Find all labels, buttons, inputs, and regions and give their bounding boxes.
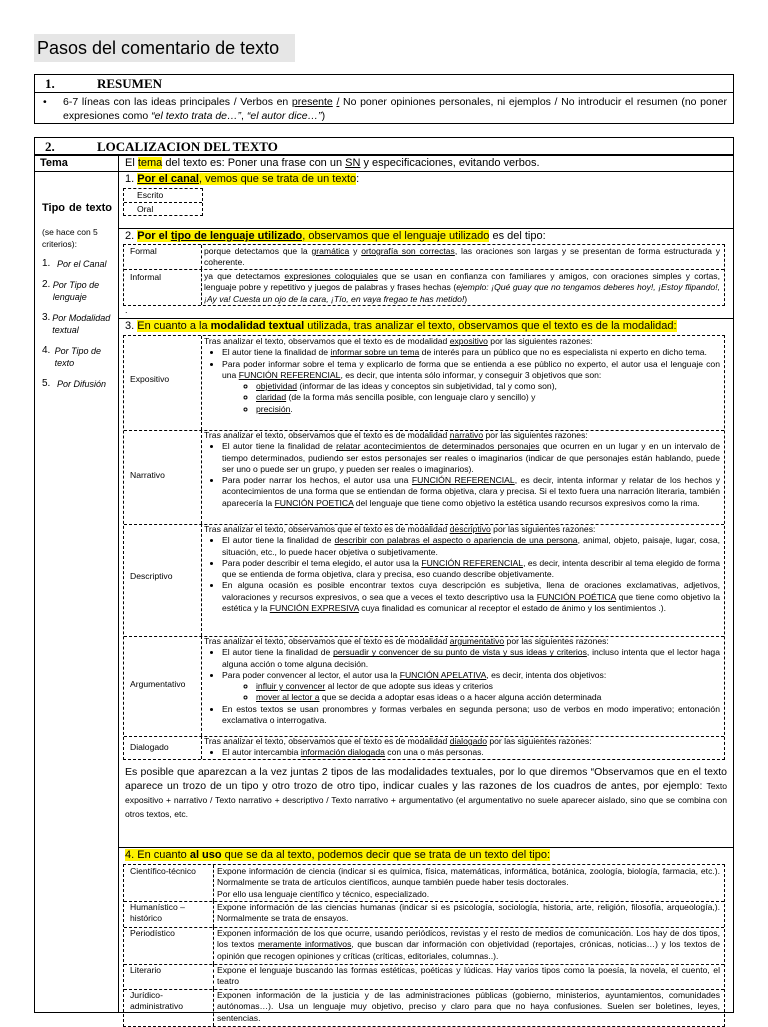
section-number: 1.: [45, 76, 55, 91]
b2-u: FUNCIÓN REFERENCIAL: [411, 475, 515, 486]
informal-text-b: que se usan en confianza con familiares y amigos, con oraciones simples y cortas, lenguaje pobre y repetitivo y juegos de palabras y frases hechas (: [204, 271, 720, 293]
intro-u: argumentativo: [449, 636, 505, 646]
formal-row: [124, 245, 724, 270]
uso-row-periodistico: [124, 927, 724, 965]
list-item: [222, 747, 720, 758]
modalidad-label: Expositivo: [124, 336, 202, 430]
b2-u: FUNCIÓN APELATIVA: [399, 669, 487, 680]
b2-a: Para poder describir el tema elegido, el autor usa la: [222, 557, 422, 568]
criterio-item: [42, 258, 112, 270]
lenguaje-dot: .: [125, 305, 128, 315]
modalidad-text: [204, 336, 720, 415]
localizacion-section: [34, 137, 734, 1023]
uso-text-b: , que buscan dar información con objetividad (reportajes, crónicas, noticias…) y los textos de opinión que recogen opiniones y críticas (críticas, editoriales, columnas..).: [217, 939, 720, 961]
s1-u: influir y convencer: [256, 681, 326, 692]
b1-u: informar sobre un tema: [330, 347, 420, 358]
list-item: [256, 381, 720, 392]
informal-example: ejemplo: ¡Qué guay que no tengamos deberes hoy!, ¡Estoy flipando!, ¡Ay va! Cuesta un ojo de la cara, ¡Tío, en vaya fregao te has metido!: [204, 282, 720, 304]
uso-num: 4.: [125, 849, 138, 861]
s2-u: claridad: [256, 392, 287, 403]
tema-sn: SN: [345, 157, 361, 169]
uso-text-b: Por ello usa lenguaje científico y técnico, especializado.: [217, 888, 430, 899]
modalidad-text: [204, 636, 720, 726]
intro-a: Tras analizar el texto, observamos que el texto es de modalidad: [204, 524, 450, 534]
b1-u: describir con palabras el aspecto o apariencia de una persona: [334, 535, 578, 546]
criterio-label: Por Difusión: [57, 379, 107, 389]
modalidad-block: [119, 318, 733, 848]
tema-text-a: El: [125, 157, 138, 169]
canal-highlight: Por el canal: [137, 173, 199, 185]
b1-a: El autor tiene la finalidad de: [222, 441, 337, 452]
list-item: [222, 558, 720, 581]
modalidad-row-descriptivo: [124, 524, 724, 637]
section-number: 2.: [45, 139, 55, 154]
list-item: [222, 359, 720, 415]
formal-label: Formal: [124, 245, 202, 269]
uso-label: Científico-técnico: [124, 865, 214, 901]
b2-u: FUNCIÓN REFERENCIAL: [421, 557, 524, 568]
lenguaje-rest: es del tipo:: [489, 230, 546, 242]
lenguaje-hl-b: tipo de lenguaje utilizado: [170, 230, 303, 242]
canal-block: [119, 172, 733, 228]
resumen-text: 6-7 líneas con las ideas principales / Verbos en: [63, 96, 292, 108]
lenguaje-hl-a: Por el: [137, 230, 171, 242]
b1-b: de interés para un público que no es especialista ni experto en dicho tema.: [419, 347, 707, 358]
b1-a: El autor tiene la finalidad de: [222, 535, 335, 546]
s2-b: (de la forma más sencilla posible, con lenguaje claro y sencillo) y: [286, 392, 536, 403]
canal-title-rest: , vemos que se trata de un texto: [199, 173, 357, 185]
uso-block: [119, 847, 733, 1023]
modalidad-title: [125, 320, 677, 332]
b1-a: El autor intercambia: [222, 747, 301, 758]
s3-u: precisión: [256, 403, 291, 414]
b3-u: FUNCIÓN POÉTICA: [536, 591, 616, 602]
b2-b: , es decir, intenta describir al tema elegido de forma que se entienda de forma objetiva, clara y precisa, eso cuando describe objetivamente.: [222, 557, 720, 580]
uso-label: Jurídico-administrativo: [124, 989, 214, 1026]
modalidad-intro: [204, 524, 720, 535]
b1-u: persuadir y convencer de su punto de vista y sus ideas y criterios: [333, 647, 587, 658]
modalidad-row-expositivo: [124, 336, 724, 431]
criterio-label: Por Tipo de lenguaje: [52, 280, 100, 302]
uso-text-a: Expone información de ciencia (indicar si es química, física, matemáticas, informática, botánica, zoología, biología, farmacia, etc.). Normalmente se trata de artículos científicos, aunque también puede haber tesis doctorales.: [217, 866, 720, 888]
s1-b: al lector de que adopte sus ideas y criterios: [325, 681, 493, 692]
objetivos-list: [222, 681, 720, 704]
resumen-slash: /: [336, 96, 340, 108]
b1-u: relatar acontecimientos de determinados personajes: [336, 441, 540, 452]
resumen-section: [34, 74, 734, 124]
criterio-number: 3.: [42, 312, 51, 323]
b1-b: , animal, objeto, paisaje, lugar, cosa, situación, etc., lo puede hacer objetiva o subjetivamente.: [222, 535, 720, 557]
intro-u: dialogado: [449, 736, 487, 746]
b3-a: En estos textos se usan pronombres y formas verbales en segunda persona; uso de verbos en modo imperativo; entonación exclamativa o interrogativa.: [222, 703, 720, 726]
uso-text: [217, 928, 720, 962]
modalidad-row-argumentativo: [124, 636, 724, 737]
uso-hl-b: al uso: [189, 849, 222, 861]
s1-b: (informar de las ideas y conceptos sin subjetividad, tal y como son),: [297, 381, 557, 392]
b1-b: con una o más personas.: [384, 747, 484, 758]
uso-row-cientifico: [124, 865, 724, 902]
tema-row: [35, 155, 733, 172]
modalidad-hl-b: modalidad textual: [210, 320, 305, 332]
resumen-end: ): [321, 110, 326, 122]
b1-b: , incluso intenta que el lector haga alguna acción o tome alguna decisión.: [222, 647, 720, 669]
b1-b: que ocurren en un lugar y en un intervalo de tiempo determinados, pudiendo ser estos personajes ser reales o imaginarios (indicar de que personajes están hablando, puede ser uno o puede ser un grupo, y pueden ser reales o imaginarios).: [222, 441, 720, 474]
note-a: Es posible que aparezcan a la vez juntas 2 tipos de las modalidades textuales, por lo que diremos “Observamos que en el texto aparece un trozo de un tipo y otro trozo de otro tipo, indicar cuales y las razones de los cuadros de antes, por ejemplo:: [125, 766, 727, 792]
uso-text-u: meramente informativos: [258, 939, 352, 950]
resumen-presente: presente: [291, 96, 333, 108]
tema-text-c: y especificaciones, evitando verbos.: [360, 157, 540, 169]
list-item: [256, 681, 720, 692]
modalidad-text: [204, 736, 720, 759]
resumen-comma: ,: [241, 110, 247, 122]
canal-option-oral: Oral: [137, 204, 154, 214]
s1-u: objetividad: [256, 381, 298, 392]
razones-list: [204, 441, 720, 509]
uso-text: Expone información de las ciencias humanas (indicar si es psicología, sociología, historia, arte, religión, filosofía, arqueología,). Normalmente se trata de ensayos.: [217, 902, 720, 924]
b2-b: , es decir, intenta informar y relatar de los hechos y acontecimientos de una forma que se entiendan de forma objetiva, clara y precisa. Si el texto fuera una narración literaria, también aparecería la: [222, 475, 720, 508]
resumen-text-b: No poner opiniones personales, ni ejemplos / No introducir el resumen (no poner expresiones como: [63, 96, 727, 122]
intro-a: Tras analizar el texto, observamos que el texto es de modalidad: [204, 430, 450, 440]
localizacion-header: [35, 138, 733, 155]
list-item: [222, 647, 720, 670]
tema-label: Tema: [35, 156, 119, 172]
list-item: [222, 670, 720, 704]
tipo-texto-label: Tipo de texto: [42, 202, 112, 214]
tipo-texto-note: (se hace con 5 criterios):: [42, 227, 98, 249]
informal-label: Informal: [124, 269, 202, 305]
b2-a: Para poder informar sobre el tema y explicarlo de forma que se entienda a ese público no experto, el autor usa el lenguaje con una: [222, 358, 720, 380]
bullet-icon: •: [43, 96, 47, 108]
intro-u: descriptivo: [449, 524, 491, 534]
razones-list: [204, 647, 720, 726]
tipo-texto-block: [35, 171, 733, 1023]
uso-text-a: Exponen información de los que ocurre, usando periódicos, revistas y el resto de medios de comunicación. Los hay de dos tipos, los textos: [217, 928, 720, 950]
intro-u: narrativo: [449, 430, 484, 440]
informal-text-a: ya que detectamos: [204, 271, 285, 281]
intro-b: por las siguientes razones:: [490, 524, 596, 534]
uso-row-literario: [124, 964, 724, 990]
lenguaje-block: [119, 228, 733, 319]
b2-u: FUNCIÓN REFERENCIAL: [238, 369, 341, 380]
modalidad-intro: [204, 636, 720, 647]
b2-a: Para poder narrar los hechos, el autor usa una: [222, 475, 412, 486]
modalidad-hl-a: En cuanto a la: [137, 320, 211, 332]
intro-u: expositivo: [449, 336, 488, 346]
note-b: Texto expositivo + narrativo / Texto narrativo + descriptivo / Texto narrativo + argumentativo (el argumentativo no suele aparecer aislado, sino que se combina con otros textos, etc.: [125, 781, 727, 819]
uso-label: Humanístico – histórico: [124, 901, 214, 927]
modalidad-text: [204, 524, 720, 614]
section-title: RESUMEN: [97, 76, 163, 91]
formal-u2: ortografía son correctas: [361, 246, 455, 256]
list-item: [222, 535, 720, 558]
uso-label: Literario: [124, 964, 214, 989]
modalidad-intro: [204, 430, 720, 441]
modalidad-label: Dialogado: [124, 736, 202, 759]
uso-row-humanistico: [124, 901, 724, 928]
list-item: [256, 692, 720, 703]
canal-colon: :: [356, 173, 360, 185]
resumen-example-1: “el texto trata de…”: [151, 110, 242, 122]
razones-list: [204, 747, 720, 758]
list-item: [222, 441, 720, 475]
resumen-header: [35, 75, 733, 93]
b2-u2: FUNCIÓN POETICA: [274, 497, 354, 508]
razones-list: [204, 535, 720, 614]
criterio-label: Por Tipo de texto: [54, 346, 102, 368]
lenguaje-num: 2.: [125, 230, 138, 242]
modalidad-table: [123, 335, 725, 760]
b3-u2: FUNCIÓN EXPRESIVA: [269, 603, 359, 614]
criterios-list: [42, 258, 112, 390]
list-item: [222, 704, 720, 727]
canal-title: [125, 173, 359, 185]
modalidad-intro: [204, 336, 720, 347]
objetivos-list: [222, 381, 720, 415]
b2-c: del lenguaje que tiene como objetivo la estética usando recursos expresivos como la rima.: [353, 497, 700, 508]
b1-u: información dialogada: [300, 747, 385, 758]
list-item: [256, 392, 720, 403]
uso-table: [123, 864, 725, 1027]
resumen-body: [35, 93, 733, 123]
modalidad-note: [125, 765, 727, 821]
criterio-item: [42, 345, 112, 369]
formal-u1: gramática: [311, 246, 350, 256]
modalidad-num: 3.: [125, 320, 138, 332]
intro-a: Tras analizar el texto, observamos que el texto es de modalidad: [204, 736, 450, 746]
intro-a: Tras analizar el texto, observamos que el texto es de modalidad: [204, 336, 450, 346]
informal-text: [204, 271, 720, 305]
informal-u1: expresiones coloquiales: [284, 271, 378, 281]
s2-b: que se decida a adoptar esas ideas o a hacer alguna acción determinada: [319, 692, 602, 703]
tipo-texto-criterios: [35, 172, 119, 1012]
list-item: [222, 580, 720, 614]
tema-text: [119, 156, 733, 172]
uso-label: Periodístico: [124, 927, 214, 964]
modalidad-text: [204, 430, 720, 509]
b1-a: El autor tiene la finalidad de: [222, 647, 334, 658]
informal-end: ): [464, 293, 468, 304]
b2-a: Para poder convencer al lector, el autor usa la: [222, 669, 400, 680]
list-item: [222, 347, 720, 358]
criterio-item: [42, 279, 112, 303]
formal-text: [204, 246, 720, 269]
tipo-texto-content: [119, 172, 733, 1023]
criterio-label: Por Modalidad textual: [52, 313, 111, 335]
modalidad-row-narrativo: [124, 430, 724, 525]
formal-text-b: y: [349, 246, 362, 256]
uso-text: Exponen información de la justicia y de las administraciones públicas (gobierno, ministerios, ayuntamientos, comunidades autónomas…). Usa un lenguaje muy objetivo, preciso y claro para que no haya confusiones. Suelen ser boletines, leyes, sentencias.: [217, 990, 720, 1023]
intro-b: por las siguientes razones:: [504, 636, 609, 646]
criterio-number: 5.: [42, 378, 51, 389]
razones-list: [204, 347, 720, 415]
intro-b: por las siguientes razones:: [483, 430, 588, 440]
list-item: [256, 404, 720, 415]
b1-a: El autor tiene la finalidad de: [222, 347, 331, 358]
uso-hl-a: En cuanto: [137, 849, 190, 861]
resumen-example-2: “el autor dice…”: [246, 110, 322, 122]
criterio-number: 2.: [42, 279, 51, 290]
canal-options-box: [123, 188, 203, 216]
modalidad-label: Narrativo: [124, 430, 202, 524]
modalidad-hl-c: utilizada, tras analizar el texto, observamos que el texto es de la modalidad:: [304, 320, 677, 332]
b2-b: , es decir, que intenta sólo informar, y conseguir 3 objetivos que son:: [340, 369, 602, 380]
tema-highlight: tema: [137, 157, 163, 169]
intro-b: por las siguientes razones:: [486, 736, 592, 746]
modalidad-row-dialogado: [124, 736, 724, 759]
uso-text: [217, 866, 720, 900]
intro-a: Tras analizar el texto, observamos que el texto es de modalidad: [204, 636, 450, 646]
lenguaje-title: [125, 230, 546, 242]
tema-text-b: del texto es: Poner una frase con un: [162, 157, 346, 169]
b3-a: En alguna ocasión es posible encontrar textos cuya descripción es subjetiva, llena de oraciones exclamativas, adjetivos, valoraciones y recursos expresivos, o sea que a veces el texto descriptivo usa la: [222, 580, 720, 602]
page-title: Pasos del comentario de texto: [34, 34, 295, 62]
b3-c: cuya finalidad es comunicar al receptor el estado de ánimo y los sentimientos .).: [358, 603, 667, 614]
modalidad-label: Descriptivo: [124, 524, 202, 636]
criterio-number: 4.: [42, 345, 51, 356]
uso-hl-c: que se da al texto, podemos decir que se trata de un texto del tipo:: [221, 849, 551, 861]
criterio-item: [42, 312, 112, 336]
formal-text-c: , las oraciones son largas y se presentan de forma estructurada y coherente.: [204, 246, 720, 268]
canal-option-escrito: Escrito: [124, 189, 202, 203]
lenguaje-table: [123, 244, 725, 306]
uso-row-juridico: [124, 989, 724, 1026]
modalidad-label: Argumentativo: [124, 636, 202, 736]
criterio-number: 1.: [42, 258, 51, 269]
canal-num: 1.: [125, 173, 138, 185]
modalidad-intro: [204, 736, 720, 747]
informal-row: [124, 269, 724, 305]
uso-title: [125, 849, 550, 861]
b2-b: , es decir, intenta dos objetivos:: [486, 669, 607, 680]
b3-b: que tiene como objetivo la estética y la: [222, 591, 720, 614]
criterio-item: [42, 378, 112, 390]
s3-b: .: [290, 403, 293, 414]
s2-u: mover al lector a: [256, 692, 320, 703]
intro-b: por las siguientes razones:: [487, 336, 593, 346]
criterio-label: Por el Canal: [57, 259, 107, 269]
section-title: LOCALIZACION DEL TEXTO: [97, 139, 278, 154]
lenguaje-hl-c: , observamos que el lenguaje utilizado: [302, 230, 490, 242]
list-item: [222, 475, 720, 509]
uso-text: Expone el lenguaje buscando las formas estéticas, poéticas y lúdicas. Hay varios tipos como la poesía, la novela, el cuento, el teatro: [217, 965, 720, 987]
formal-text-a: porque detectamos que la: [204, 246, 312, 256]
